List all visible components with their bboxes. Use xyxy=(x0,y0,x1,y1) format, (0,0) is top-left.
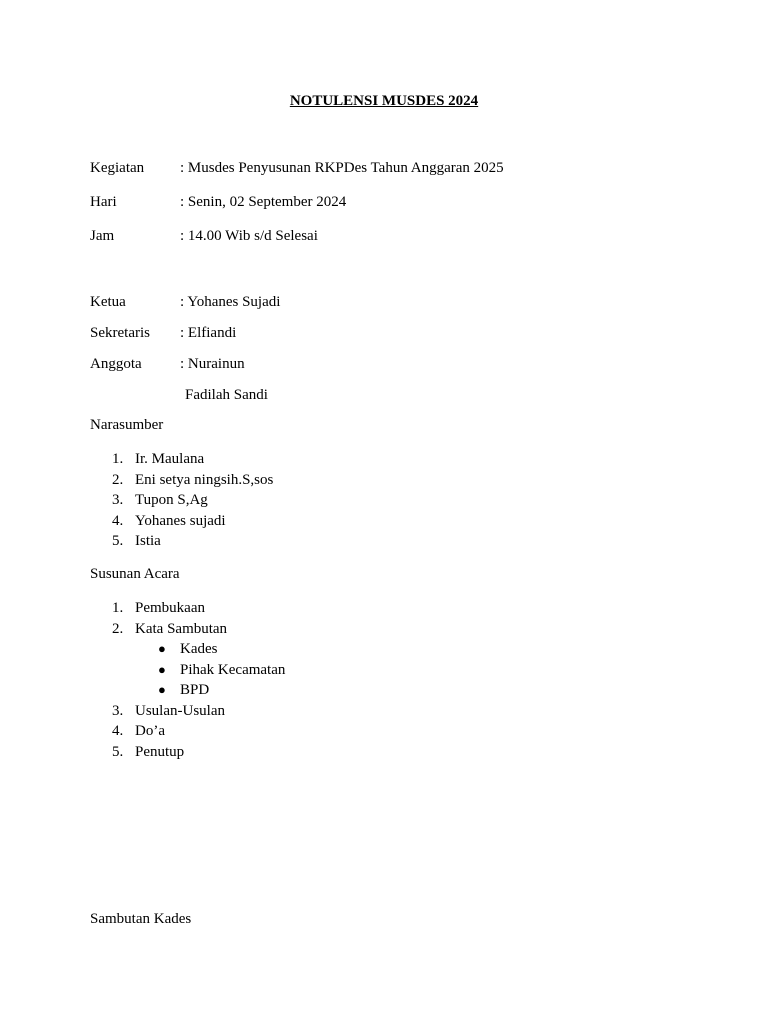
info-value: : 14.00 Wib s/d Selesai xyxy=(180,228,318,244)
acara-sub-item: BPD xyxy=(180,682,210,698)
acara-sub-item: Pihak Kecamatan xyxy=(180,661,286,678)
info-label: Jam xyxy=(90,228,115,244)
acara-item: Usulan-Usulan xyxy=(135,702,225,719)
susunan-acara-heading: Susunan Acara xyxy=(90,566,180,582)
acara-item: Pembukaan xyxy=(135,600,205,616)
info-value: : Senin, 02 September 2024 xyxy=(180,194,347,210)
info-label: Kegiatan xyxy=(90,160,145,176)
narasumber-name: Yohanes sujadi xyxy=(135,512,226,529)
narasumber-heading: Narasumber xyxy=(90,417,164,433)
panitia-value: : Yohanes Sujadi xyxy=(180,294,281,310)
panitia-label: Sekretaris xyxy=(90,325,150,341)
panitia-label: Ketua xyxy=(90,294,126,310)
narasumber-name: Istia xyxy=(135,533,161,549)
bullet-icon: ● xyxy=(158,641,166,656)
acara-item: Kata Sambutan xyxy=(135,620,228,637)
anggota-extra: Fadilah Sandi xyxy=(185,387,268,403)
bullet-icon: ● xyxy=(158,661,166,677)
acara-item: Do’a xyxy=(135,723,165,739)
sambutan-kades-heading: Sambutan Kades xyxy=(90,911,192,927)
info-label: Hari xyxy=(90,194,117,210)
narasumber-name: Ir. Maulana xyxy=(135,451,205,467)
document-page: NOTULENSI MUSDES 2024 Kegiatan : Musdes Penyusunan RKPDes Tahun Anggaran 2025 Hari : Senin, 02 September 2024 Jam : 14.00 Wib s/d Selesai Ketua : Yohanes Sujadi Sekretaris : Elfiandi Anggota : Nurainun Fadilah Sandi Narasumber 1. Ir. Maulana 2. Eni setya ningsih.S,sos 3. Tupon S,Ag 4. Yohanes sujadi 5. Istia Susunan Acara 1. Pembukaan 2. Kata Sambutan ● Kades ● Pihak Kecamatan ● BPD 3. Usulan-Usulan 4. Do’a 5. Penutup Sambutan Kades xyxy=(0,0,768,1024)
acara-item: Penutup xyxy=(135,743,185,760)
bullet-icon: ● xyxy=(158,682,166,697)
info-value: : Musdes Penyusunan RKPDes Tahun Anggaran 2025 xyxy=(180,160,504,176)
narasumber-name: Tupon S,Ag xyxy=(135,492,208,508)
narasumber-name: Eni setya ningsih.S,sos xyxy=(135,471,274,488)
document-title: NOTULENSI MUSDES 2024 xyxy=(289,93,479,109)
panitia-value: : Elfiandi xyxy=(180,325,237,341)
panitia-value: : Nurainun xyxy=(180,356,245,372)
acara-sub-item: Kades xyxy=(180,641,218,657)
panitia-label: Anggota xyxy=(90,356,142,372)
